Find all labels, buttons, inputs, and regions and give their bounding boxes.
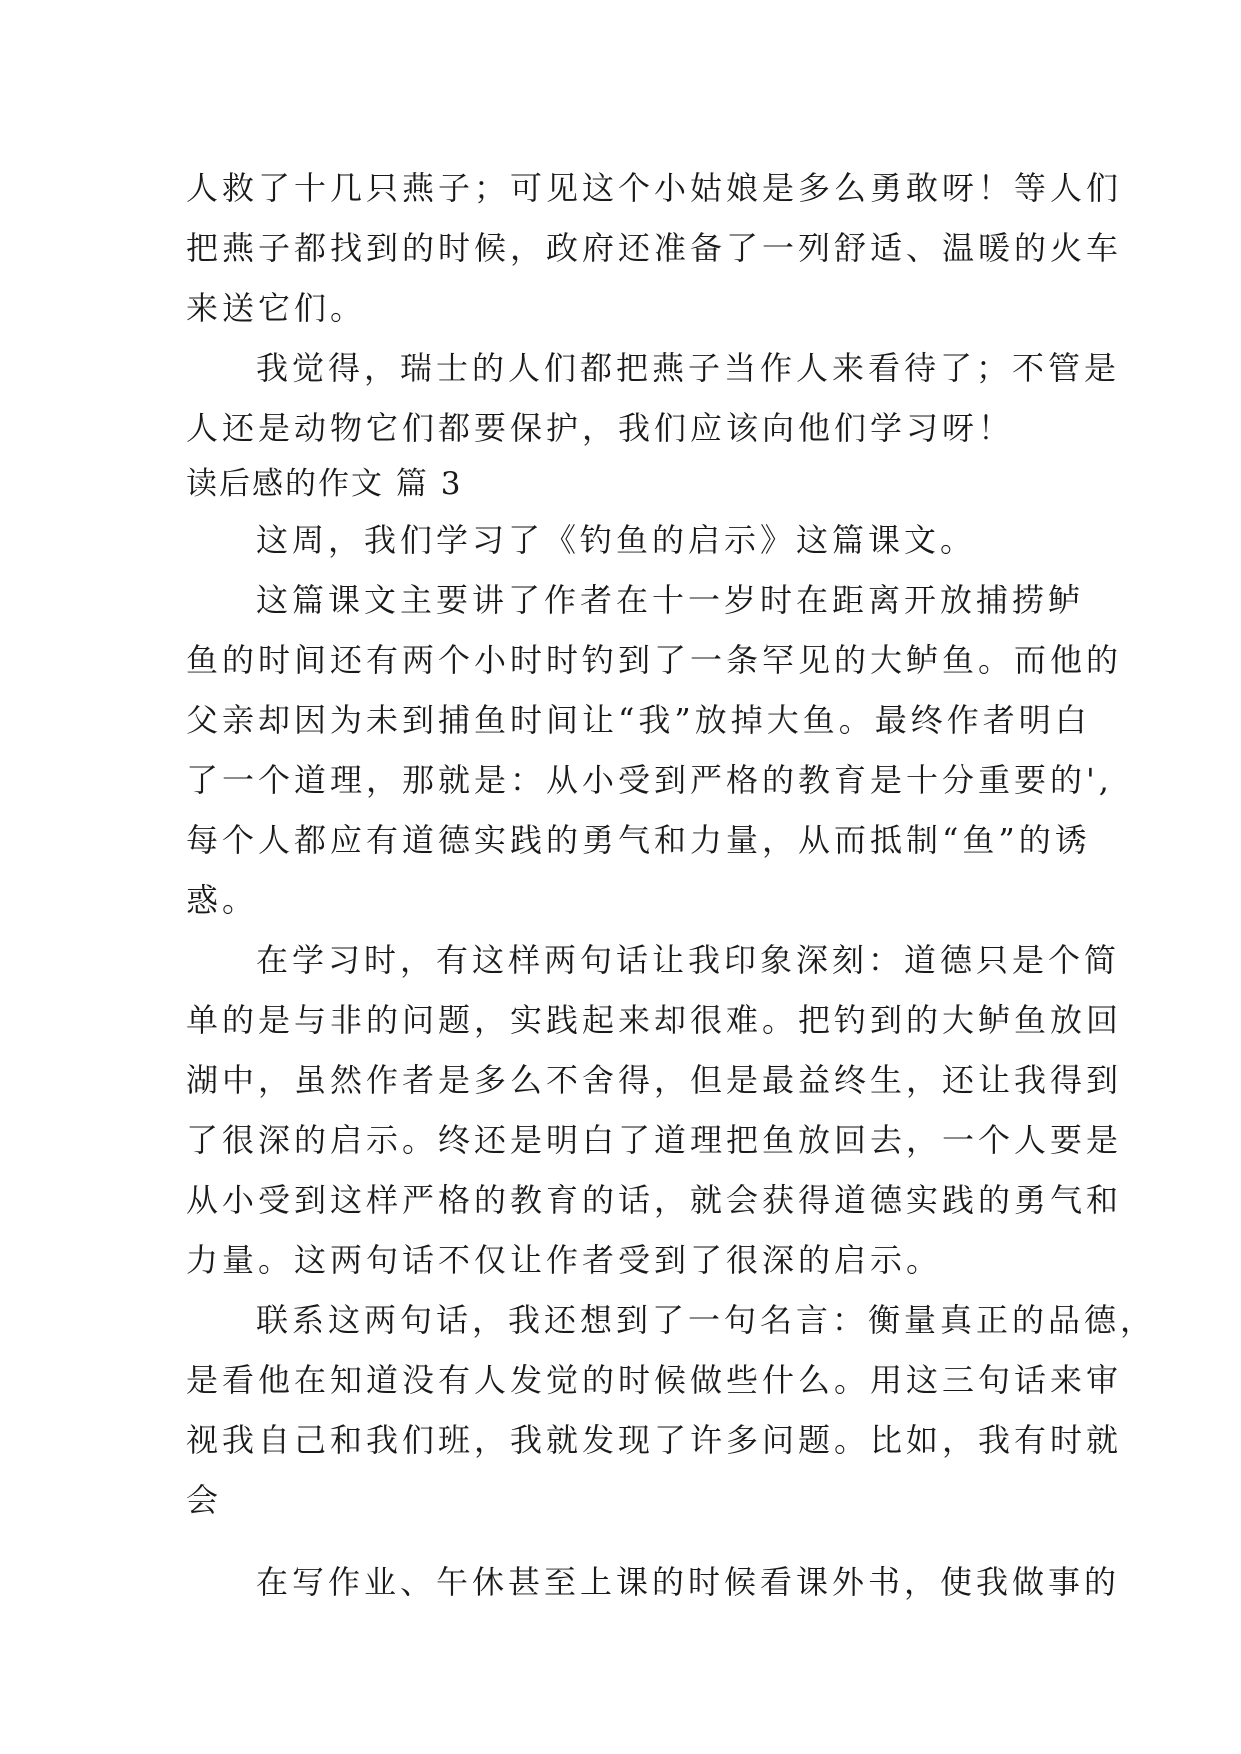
text-line: 在写作业、午休甚至上课的时候看课外书，使我做事的 — [256, 1563, 1121, 1601]
text-line: 在学习时，有这样两句话让我印象深刻：道德只是个简 — [256, 941, 1121, 979]
text-line: 来送它们。 — [186, 289, 367, 327]
text-line: 会 — [186, 1481, 223, 1519]
section-heading: 读后感的作文 篇 3 — [186, 466, 463, 502]
text-line: 每个人都应有道德实践的勇气和力量，从而抵制“鱼”的诱 — [186, 821, 1091, 859]
text-line: 视我自己和我们班，我就发现了许多问题。比如，我有时就 — [186, 1421, 1123, 1459]
text-line: 单的是与非的问题，实践起来却很难。把钓到的大鲈鱼放回 — [186, 1001, 1123, 1039]
text-line: 湖中，虽然作者是多么不舍得，但是最益终生，还让我得到 — [186, 1061, 1123, 1099]
text-line: 鱼的时间还有两个小时时钓到了一条罕见的大鲈鱼。而他的 — [186, 641, 1123, 679]
text-line: 惑。 — [186, 881, 259, 919]
text-line: 这周，我们学习了《钓鱼的启示》这篇课文。 — [256, 521, 977, 559]
text-line: 人救了十几只燕子；可见这个小姑娘是多么勇敢呀！等人们 — [186, 169, 1123, 207]
document-body — [186, 158, 1157, 1612]
text-line: 力量。这两句话不仅让作者受到了很深的启示。 — [186, 1241, 943, 1279]
text-line: 联系这两句话，我还想到了一句名言：衡量真正的品德， — [256, 1301, 1157, 1339]
text-line: 把燕子都找到的时候，政府还准备了一列舒适、温暖的火车 — [186, 229, 1123, 267]
text-line: 这篇课文主要讲了作者在十一岁时在距离开放捕捞鲈 — [256, 581, 1085, 619]
text-line: 从小受到这样严格的教育的话，就会获得道德实践的勇气和 — [186, 1181, 1123, 1219]
text-line: 我觉得，瑞士的人们都把燕子当作人来看待了；不管是 — [256, 349, 1121, 387]
text-line: 人还是动物它们都要保护，我们应该向他们学习呀！ — [186, 409, 1015, 447]
text-line: 了很深的启示。终还是明白了道理把鱼放回去，一个人要是 — [186, 1121, 1123, 1159]
text-line: 了一个道理，那就是：从小受到严格的教育是十分重要的', — [186, 761, 1113, 799]
text-line: 是看他在知道没有人发觉的时候做些什么。用这三句话来审 — [186, 1361, 1123, 1399]
text-line: 父亲却因为未到捕鱼时间让“我”放掉大鱼。最终作者明白 — [186, 701, 1091, 739]
